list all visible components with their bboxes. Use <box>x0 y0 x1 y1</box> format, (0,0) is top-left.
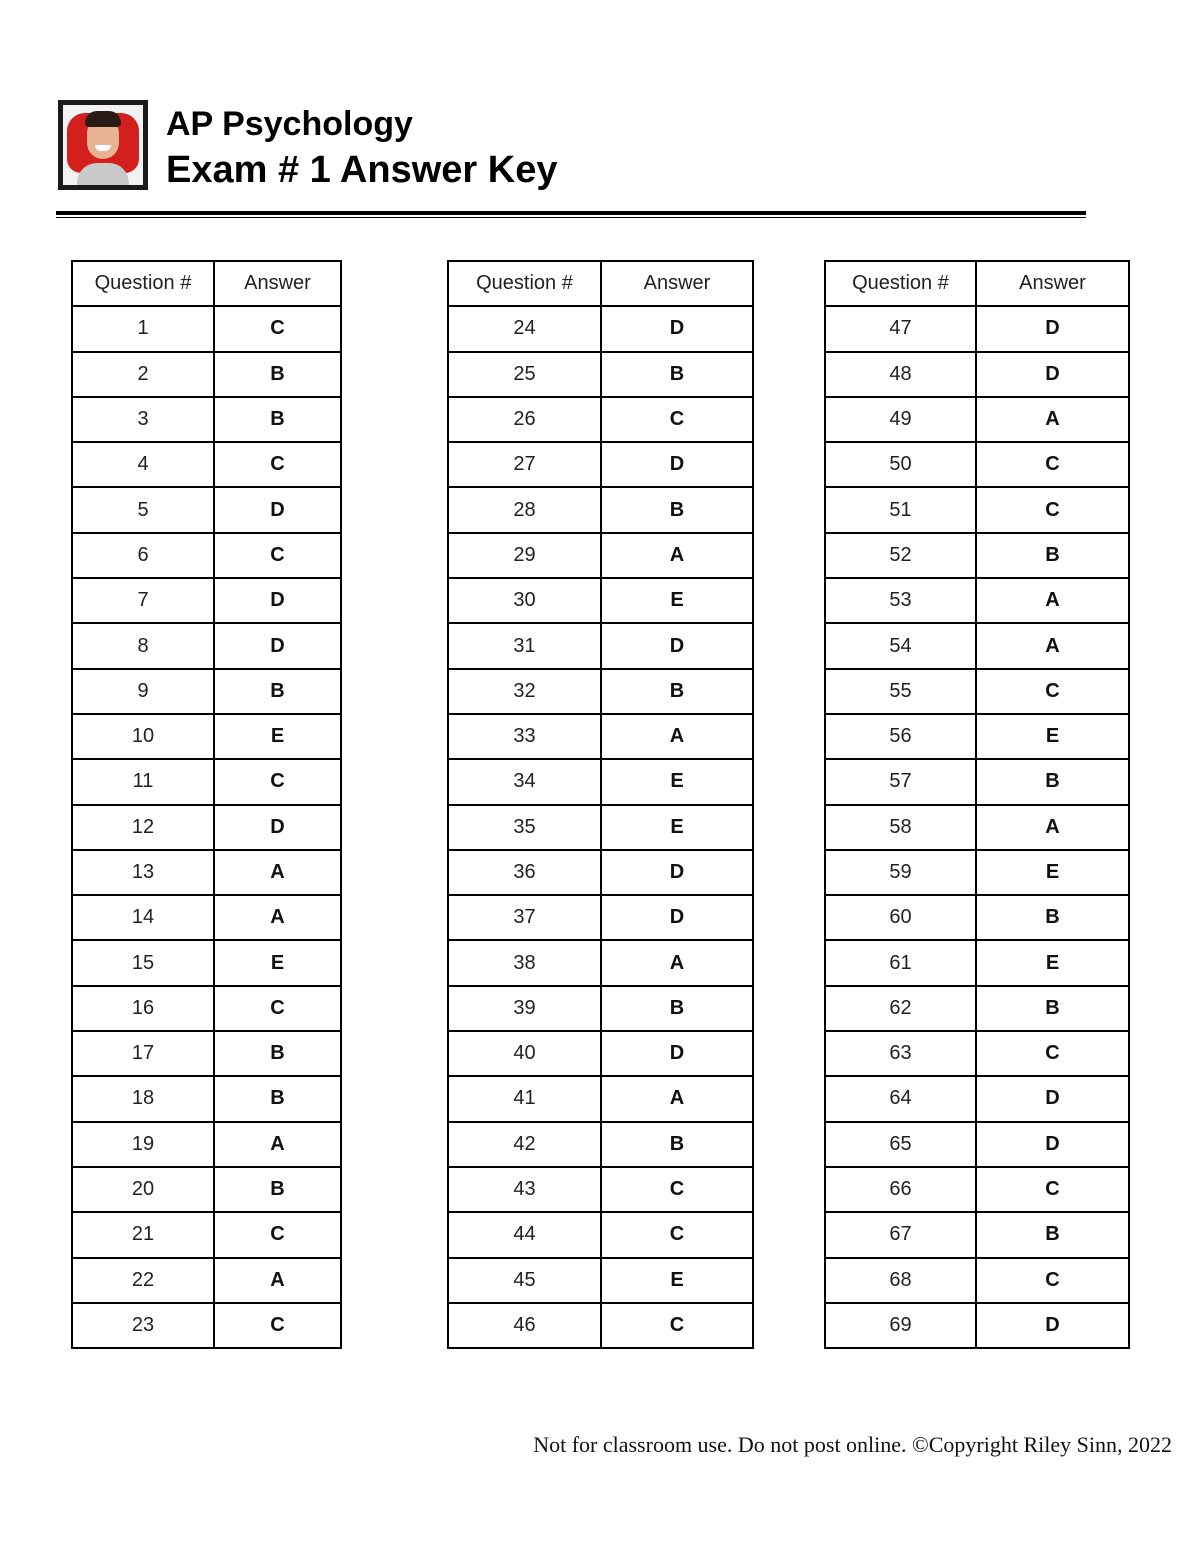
table-row <box>825 669 1129 714</box>
table-row <box>72 1122 341 1167</box>
answer-cell: E <box>214 714 341 759</box>
question-number-cell: 61 <box>825 940 976 985</box>
question-number-cell: 52 <box>825 533 976 578</box>
answer-cell: D <box>601 306 753 351</box>
table-row <box>825 1212 1129 1257</box>
answer-cell: A <box>601 940 753 985</box>
answer-cell: D <box>601 850 753 895</box>
answer-table-body <box>448 306 753 1348</box>
answer-cell: A <box>976 805 1129 850</box>
answer-cell: D <box>214 805 341 850</box>
question-number-cell: 30 <box>448 578 601 623</box>
question-number-cell: 62 <box>825 986 976 1031</box>
question-number-cell: 9 <box>72 669 214 714</box>
answer-cell: B <box>601 986 753 1031</box>
table-row <box>825 1031 1129 1076</box>
question-number-cell: 28 <box>448 487 601 532</box>
table-row <box>825 352 1129 397</box>
answer-cell: C <box>214 759 341 804</box>
answer-cell: D <box>214 578 341 623</box>
table-row <box>72 1031 341 1076</box>
table-row <box>72 1303 341 1348</box>
question-number-cell: 34 <box>448 759 601 804</box>
answer-cell: B <box>976 533 1129 578</box>
answer-cell: E <box>214 940 341 985</box>
question-number-cell: 57 <box>825 759 976 804</box>
answer-cell: C <box>214 533 341 578</box>
answer-cell: E <box>976 850 1129 895</box>
answer-cell: E <box>976 940 1129 985</box>
answer-cell: B <box>601 487 753 532</box>
table-row <box>72 1258 341 1303</box>
question-column-header: Question # <box>448 261 601 306</box>
table-header-row <box>72 261 341 306</box>
answer-cell: C <box>214 986 341 1031</box>
table-row <box>72 442 341 487</box>
answer-cell: C <box>214 1212 341 1257</box>
question-number-cell: 58 <box>825 805 976 850</box>
question-column-header: Question # <box>72 261 214 306</box>
table-row <box>72 1167 341 1212</box>
table-row <box>448 442 753 487</box>
answer-cell: E <box>601 759 753 804</box>
answer-cell: D <box>601 442 753 487</box>
header-divider <box>56 211 1086 215</box>
table-row <box>448 1122 753 1167</box>
question-number-cell: 51 <box>825 487 976 532</box>
question-number-cell: 55 <box>825 669 976 714</box>
question-number-cell: 10 <box>72 714 214 759</box>
question-number-cell: 68 <box>825 1258 976 1303</box>
answer-cell: A <box>601 533 753 578</box>
question-number-cell: 2 <box>72 352 214 397</box>
table-row <box>72 1076 341 1121</box>
answer-cell: D <box>976 1076 1129 1121</box>
answer-cell: E <box>976 714 1129 759</box>
question-number-cell: 7 <box>72 578 214 623</box>
answer-cell: C <box>601 1212 753 1257</box>
answer-cell: C <box>601 1167 753 1212</box>
answer-column-header: Answer <box>214 261 341 306</box>
question-number-cell: 19 <box>72 1122 214 1167</box>
answer-cell: B <box>214 669 341 714</box>
table-row <box>448 1303 753 1348</box>
answer-cell: D <box>976 306 1129 351</box>
question-number-cell: 47 <box>825 306 976 351</box>
question-number-cell: 1 <box>72 306 214 351</box>
table-row <box>825 1303 1129 1348</box>
question-number-cell: 44 <box>448 1212 601 1257</box>
question-number-cell: 32 <box>448 669 601 714</box>
question-number-cell: 46 <box>448 1303 601 1348</box>
table-row <box>825 714 1129 759</box>
question-number-cell: 11 <box>72 759 214 804</box>
table-row <box>448 1167 753 1212</box>
table-row <box>448 533 753 578</box>
question-number-cell: 63 <box>825 1031 976 1076</box>
table-row <box>825 397 1129 442</box>
answer-cell: D <box>214 487 341 532</box>
question-number-cell: 48 <box>825 352 976 397</box>
question-number-cell: 39 <box>448 986 601 1031</box>
answer-cell: A <box>214 1258 341 1303</box>
table-row <box>72 533 341 578</box>
question-number-cell: 64 <box>825 1076 976 1121</box>
table-row <box>448 1031 753 1076</box>
table-row <box>448 397 753 442</box>
table-row <box>448 895 753 940</box>
question-number-cell: 45 <box>448 1258 601 1303</box>
answer-cell: A <box>214 850 341 895</box>
question-number-cell: 26 <box>448 397 601 442</box>
table-row <box>448 487 753 532</box>
question-number-cell: 42 <box>448 1122 601 1167</box>
answer-table-3 <box>824 260 1130 1349</box>
table-row <box>72 1212 341 1257</box>
table-row <box>72 986 341 1031</box>
question-number-cell: 36 <box>448 850 601 895</box>
answer-cell: C <box>976 1031 1129 1076</box>
question-number-cell: 20 <box>72 1167 214 1212</box>
table-row <box>825 1258 1129 1303</box>
answer-cell: D <box>976 1303 1129 1348</box>
answer-cell: C <box>601 397 753 442</box>
answer-cell: D <box>976 352 1129 397</box>
answer-cell: B <box>601 352 753 397</box>
table-row <box>825 623 1129 668</box>
table-row <box>448 714 753 759</box>
table-row <box>72 578 341 623</box>
question-number-cell: 14 <box>72 895 214 940</box>
answer-table-body <box>825 306 1129 1348</box>
question-number-cell: 59 <box>825 850 976 895</box>
answer-cell: A <box>976 397 1129 442</box>
answer-cell: D <box>214 623 341 668</box>
answer-cell: C <box>976 442 1129 487</box>
table-row <box>825 442 1129 487</box>
answer-cell: C <box>976 487 1129 532</box>
question-number-cell: 40 <box>448 1031 601 1076</box>
question-number-cell: 4 <box>72 442 214 487</box>
table-row <box>72 895 341 940</box>
answer-cell: B <box>214 1031 341 1076</box>
table-row <box>72 487 341 532</box>
answer-cell: E <box>601 578 753 623</box>
question-number-cell: 38 <box>448 940 601 985</box>
answer-cell: C <box>214 1303 341 1348</box>
question-column-header: Question # <box>825 261 976 306</box>
answer-cell: B <box>214 1167 341 1212</box>
question-number-cell: 16 <box>72 986 214 1031</box>
question-number-cell: 3 <box>72 397 214 442</box>
question-number-cell: 65 <box>825 1122 976 1167</box>
answer-table-2 <box>447 260 754 1349</box>
answer-cell: E <box>601 1258 753 1303</box>
answer-cell: C <box>976 1167 1129 1212</box>
question-number-cell: 66 <box>825 1167 976 1212</box>
table-row <box>448 986 753 1031</box>
table-row <box>825 578 1129 623</box>
question-number-cell: 31 <box>448 623 601 668</box>
table-row <box>72 940 341 985</box>
table-row <box>72 669 341 714</box>
question-number-cell: 21 <box>72 1212 214 1257</box>
question-number-cell: 60 <box>825 895 976 940</box>
table-row <box>72 352 341 397</box>
answer-cell: A <box>976 578 1129 623</box>
table-row <box>825 306 1129 351</box>
question-number-cell: 24 <box>448 306 601 351</box>
table-row <box>825 487 1129 532</box>
table-row <box>825 1076 1129 1121</box>
answer-column-header: Answer <box>976 261 1129 306</box>
table-row <box>72 306 341 351</box>
answer-cell: C <box>214 306 341 351</box>
table-row <box>72 759 341 804</box>
table-row <box>448 850 753 895</box>
table-row <box>448 578 753 623</box>
answer-cell: A <box>601 1076 753 1121</box>
question-number-cell: 8 <box>72 623 214 668</box>
table-row <box>448 805 753 850</box>
table-row <box>448 623 753 668</box>
table-row <box>72 397 341 442</box>
question-number-cell: 41 <box>448 1076 601 1121</box>
answer-cell: B <box>214 1076 341 1121</box>
question-number-cell: 49 <box>825 397 976 442</box>
answer-cell: B <box>976 895 1129 940</box>
author-avatar <box>58 100 148 190</box>
answer-cell: D <box>601 1031 753 1076</box>
table-row <box>448 1076 753 1121</box>
avatar-shirt <box>77 163 129 185</box>
question-number-cell: 56 <box>825 714 976 759</box>
answer-cell: C <box>214 442 341 487</box>
question-number-cell: 17 <box>72 1031 214 1076</box>
question-number-cell: 67 <box>825 1212 976 1257</box>
answer-cell: B <box>976 986 1129 1031</box>
answer-cell: A <box>214 895 341 940</box>
table-header-row <box>825 261 1129 306</box>
table-row <box>448 1212 753 1257</box>
table-row <box>825 986 1129 1031</box>
answer-cell: A <box>976 623 1129 668</box>
avatar-hair <box>85 111 121 127</box>
avatar-portrait <box>63 105 143 185</box>
table-row <box>825 940 1129 985</box>
answer-cell: B <box>601 669 753 714</box>
table-row <box>825 1167 1129 1212</box>
table-row <box>448 1258 753 1303</box>
table-row <box>72 850 341 895</box>
answer-cell: C <box>976 1258 1129 1303</box>
table-row <box>72 714 341 759</box>
answer-cell: B <box>976 759 1129 804</box>
question-number-cell: 6 <box>72 533 214 578</box>
answer-cell: B <box>976 1212 1129 1257</box>
question-number-cell: 15 <box>72 940 214 985</box>
answer-cell: D <box>976 1122 1129 1167</box>
answer-table-body <box>72 306 341 1348</box>
answer-cell: B <box>214 397 341 442</box>
question-number-cell: 12 <box>72 805 214 850</box>
question-number-cell: 5 <box>72 487 214 532</box>
question-number-cell: 33 <box>448 714 601 759</box>
table-row <box>448 306 753 351</box>
question-number-cell: 43 <box>448 1167 601 1212</box>
table-row <box>825 1122 1129 1167</box>
copyright-notice: Not for classroom use. Do not post online. ©Copyright Riley Sinn, 2022 <box>533 1432 1172 1457</box>
table-row <box>825 533 1129 578</box>
table-row <box>448 352 753 397</box>
question-number-cell: 53 <box>825 578 976 623</box>
table-row <box>825 759 1129 804</box>
page-title-exam: Exam # 1 Answer Key <box>166 149 558 191</box>
question-number-cell: 22 <box>72 1258 214 1303</box>
answer-column-header: Answer <box>601 261 753 306</box>
table-row <box>448 759 753 804</box>
table-row <box>448 669 753 714</box>
question-number-cell: 54 <box>825 623 976 668</box>
table-row <box>448 940 753 985</box>
question-number-cell: 13 <box>72 850 214 895</box>
answer-cell: D <box>601 895 753 940</box>
table-row <box>825 805 1129 850</box>
answer-cell: A <box>601 714 753 759</box>
table-row <box>72 805 341 850</box>
answer-table-1 <box>71 260 342 1349</box>
table-header-row <box>448 261 753 306</box>
answer-cell: C <box>976 669 1129 714</box>
answer-cell: E <box>601 805 753 850</box>
table-row <box>825 895 1129 940</box>
question-number-cell: 50 <box>825 442 976 487</box>
question-number-cell: 18 <box>72 1076 214 1121</box>
question-number-cell: 29 <box>448 533 601 578</box>
answer-cell: D <box>601 623 753 668</box>
question-number-cell: 27 <box>448 442 601 487</box>
question-number-cell: 23 <box>72 1303 214 1348</box>
table-row <box>825 850 1129 895</box>
header-divider-thin <box>56 217 1086 218</box>
answer-cell: B <box>214 352 341 397</box>
question-number-cell: 35 <box>448 805 601 850</box>
page-title-course: AP Psychology <box>166 105 413 143</box>
question-number-cell: 37 <box>448 895 601 940</box>
table-row <box>72 623 341 668</box>
answer-cell: A <box>214 1122 341 1167</box>
answer-cell: B <box>601 1122 753 1167</box>
question-number-cell: 69 <box>825 1303 976 1348</box>
answer-cell: C <box>601 1303 753 1348</box>
question-number-cell: 25 <box>448 352 601 397</box>
